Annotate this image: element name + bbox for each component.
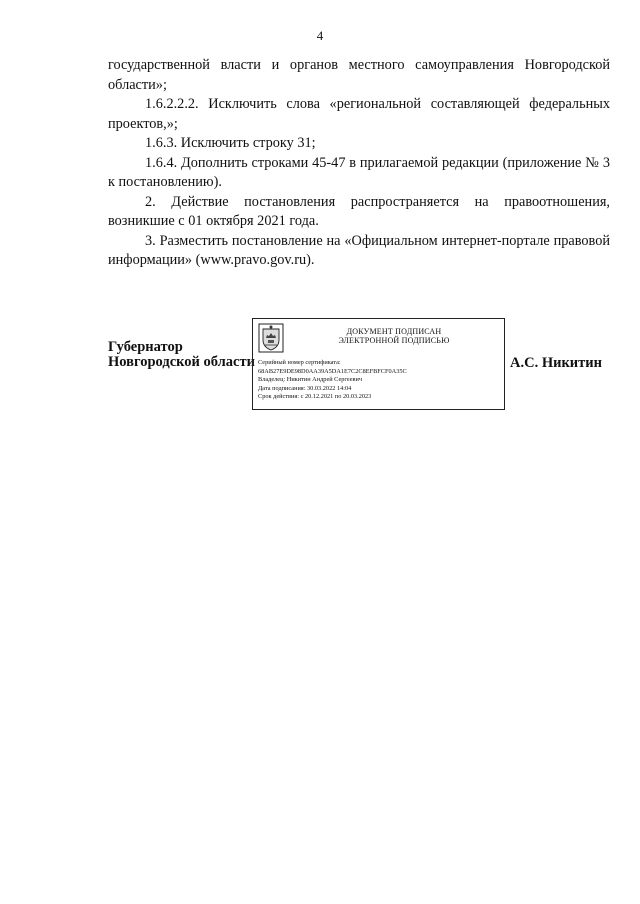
stamp-serial-value: 68AB27E9DE98D0AA39A5DA1E7C2C8EFBFCF0A35C xyxy=(258,367,407,375)
stamp-title-line1: ДОКУМЕНТ ПОДПИСАН xyxy=(346,327,442,336)
paragraph-item-1-6-2-2-2: 1.6.2.2.2. Исключить слова «региональной составляющей федеральных проектов,»; xyxy=(108,96,610,132)
electronic-signature-stamp xyxy=(252,318,505,410)
stamp-title xyxy=(287,327,501,345)
paragraph-item-2: 2. Действие постановления распространяется на правоотношения, возникшие с 01 октября 2021 года. xyxy=(108,193,610,229)
paragraph-item-3: 3. Разместить постановление на «Официальном интернет-портале правовой информации» (www.pravo.gov.ru). xyxy=(108,232,610,268)
stamp-signed-date: Дата подписания: 30.03.2022 14:04 xyxy=(258,384,352,392)
signatory-position xyxy=(108,340,255,370)
document-body xyxy=(108,56,610,271)
stamp-title-line2: ЭЛЕКТРОННОЙ ПОДПИСЬЮ xyxy=(338,336,450,345)
stamp-serial-label: Серийный номер сертификата: xyxy=(258,359,341,366)
stamp-owner: Владелец: Никитин Андрей Сергеевич xyxy=(258,376,363,383)
paragraph-item-1-6-4: 1.6.4. Дополнить строками 45-47 в прилагаемой редакции (приложение № 3 к постановлению). xyxy=(108,154,610,190)
coat-of-arms-icon xyxy=(258,323,284,353)
signatory-name: А.С. Никитин xyxy=(510,355,602,371)
signatory-position-line2: Новгородской области xyxy=(108,354,255,370)
stamp-details xyxy=(258,359,407,402)
stamp-validity: Срок действия: с 20.12.2021 по 20.03.2023 xyxy=(258,393,372,400)
page-number: 4 xyxy=(316,28,324,43)
paragraph-continuation: государственной власти и органов местного самоуправления Новгородской области»; xyxy=(108,57,610,93)
paragraph-item-1-6-3: 1.6.3. Исключить строку 31; xyxy=(145,135,316,151)
signatory-position-line1: Губернатор xyxy=(108,339,183,355)
